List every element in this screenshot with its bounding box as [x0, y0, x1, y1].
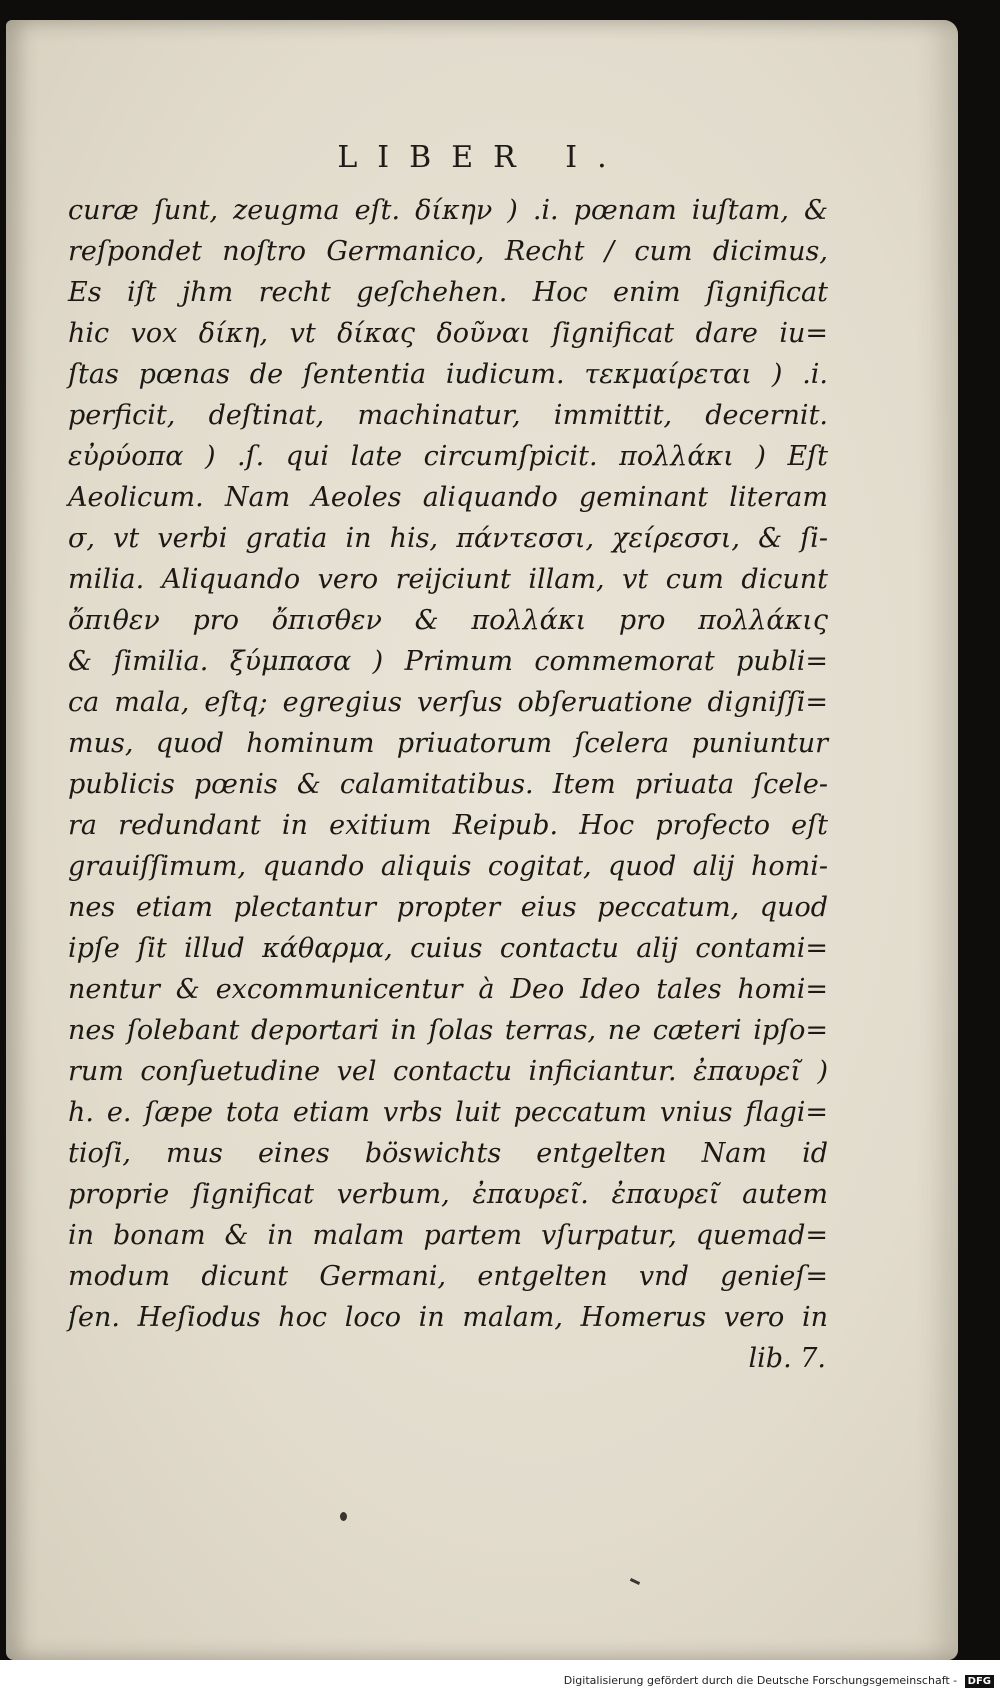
- text-line: σ, vt verbi gratia in his, πάντεσσι, χείρεσσι, & ſi-: [68, 523, 828, 554]
- text-line: εὐρύοπα ) .ſ. qui late circumſpicit. πολλάκι ) Eſt: [68, 441, 828, 472]
- text-line: modum dicunt Germani, entgelten vnd genieſ=: [68, 1261, 828, 1292]
- text-line: perficit, deſtinat, machinatur, immittit, decernit.: [68, 400, 828, 431]
- text-line: milia. Aliquando vero reijciunt illam, vt cum dicunt: [68, 564, 828, 595]
- text-line: h. e. ſæpe tota etiam vrbs luit peccatum vnius flagi=: [68, 1097, 828, 1128]
- text-line: reſpondet noſtro Germanico, Recht / cum dicimus,: [68, 236, 828, 267]
- text-line: Aeolicum. Nam Aeoles aliquando geminant literam: [68, 482, 828, 513]
- text-line: ſen. Heſiodus hoc loco in malam, Homerus vero in: [68, 1302, 828, 1333]
- page-header: LIBER I.: [337, 140, 627, 175]
- text-line: & ſimilia. ξύμπασα ) Primum commemorat publi=: [68, 646, 828, 677]
- text-line: ſtas pœnas de ſententia iudicum. τεκμαίρεται ) .i.: [68, 359, 828, 390]
- dfg-logo: DFG: [965, 1675, 994, 1688]
- text-line: rum conſuetudine vel contactu inficiantur. ἐπαυρεῖ ): [68, 1056, 828, 1087]
- ink-speck: [340, 1512, 347, 1521]
- book-page: [6, 20, 958, 1660]
- text-line: proprie ſignificat verbum, ἐπαυρεῖ. ἐπαυρεῖ autem: [68, 1179, 828, 1210]
- ink-speck: [630, 1578, 640, 1585]
- text-line: ra redundant in exitium Reipub. Hoc profecto eſt: [68, 810, 828, 841]
- text-line: ca mala, eſtq; egregius verſus obſeruatione digniſſi=: [68, 687, 828, 718]
- footer-bar: [0, 1664, 1000, 1697]
- text-line: hic vox δίκη, vt δίκας δοῦναι ſignificat dare iu=: [68, 318, 828, 349]
- text-line: in bonam & in malam partem vſurpatur, quemad=: [68, 1220, 828, 1251]
- text-line: curæ ſunt, zeugma eſt. δίκην ) .i. pœnam iuſtam, &: [68, 195, 828, 226]
- text-line: mus, quod hominum priuatorum ſcelera puniuntur: [68, 728, 828, 759]
- body-text: [68, 190, 828, 1379]
- text-line: nentur & excommunicentur à Deo Ideo tales homi=: [68, 974, 828, 1005]
- text-line: ipſe ſit illud κάθαρμα, cuius contactu alij contami=: [68, 933, 828, 964]
- catchword: lib. 7.: [748, 1343, 826, 1374]
- funding-credit-text: Digitalisierung gefördert durch die Deutsche Forschungsgemeinschaft -: [563, 1674, 958, 1687]
- text-line: tioſi, mus eines böswichts entgelten Nam id: [68, 1138, 828, 1169]
- text-line: ὄπιθεν pro ὄπισθεν & πολλάκι pro πολλάκις: [68, 605, 828, 636]
- funding-credit: [564, 1674, 994, 1688]
- text-line: grauiſſimum, quando aliquis cogitat, quod alij homi-: [68, 851, 828, 882]
- text-line: nes ſolebant deportari in ſolas terras, ne cæteri ipſo=: [68, 1015, 828, 1046]
- text-line: nes etiam plectantur propter eius peccatum, quod: [68, 892, 828, 923]
- text-line: publicis pœnis & calamitatibus. Item priuata ſcele-: [68, 769, 828, 800]
- text-line: Es iſt jhm recht geſchehen. Hoc enim ſignificat: [68, 277, 828, 308]
